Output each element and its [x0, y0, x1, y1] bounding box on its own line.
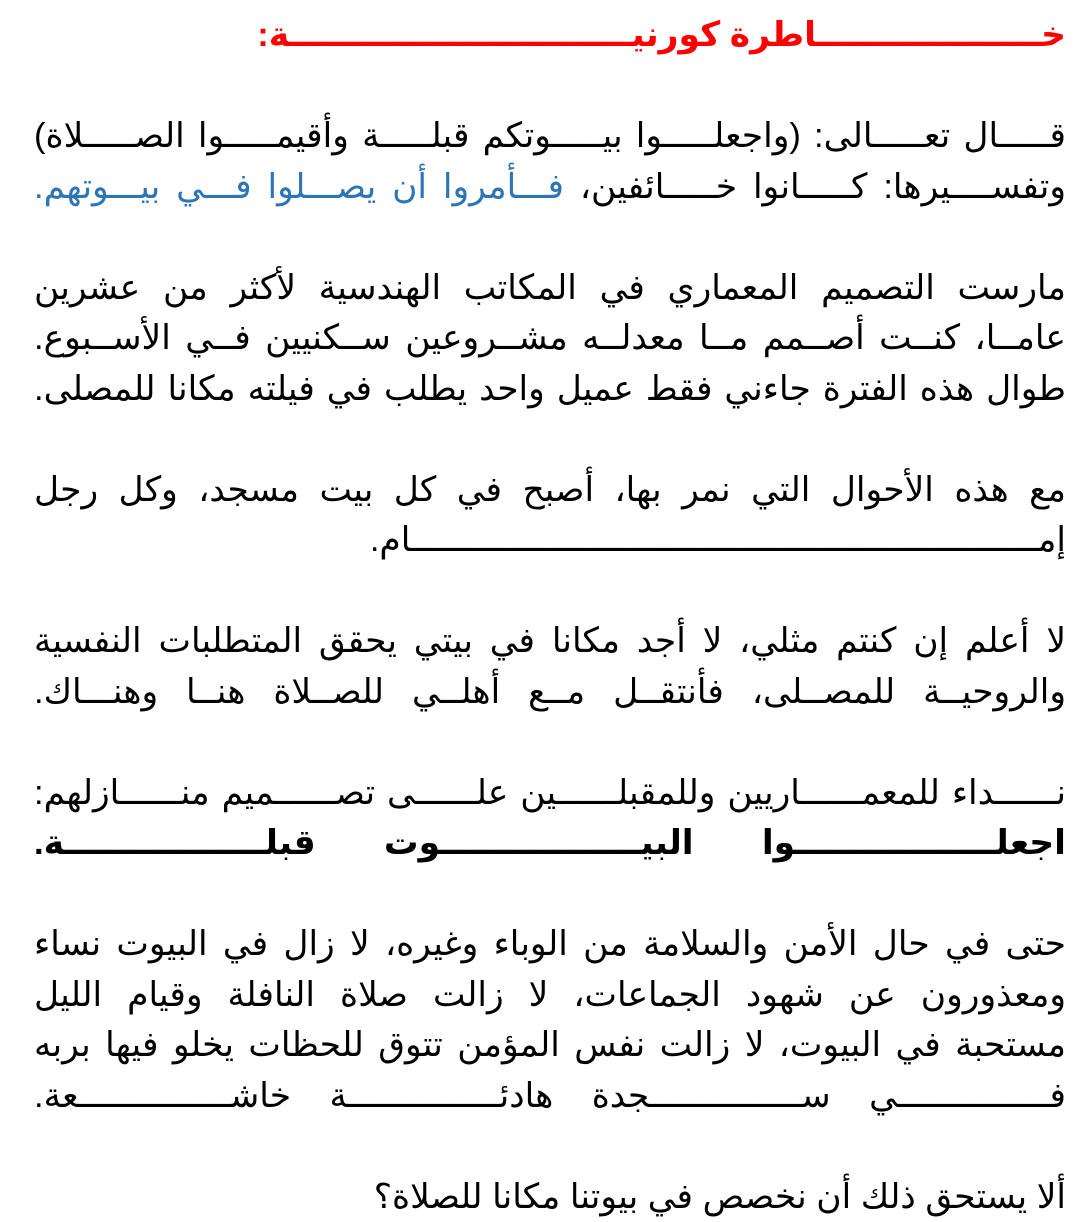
tafsir-highlight: فـــأمروا أن يصـــلوا فـــي بيـــوتهم. [34, 168, 564, 206]
closing-question: ألا يستحق ذلك أن نخصص في بيوتنا مكانا للصلاة؟ [34, 1172, 1066, 1222]
document-page [34, 10, 1066, 1222]
page-title: خـــــــــــــــــــاطرة كورنيـــــــــــــــــــــــــــــة: [34, 10, 1066, 61]
paragraph-line: مستحبة في البيوت، لا زالت نفس المؤمن تتوق للحظات يخلو فيها بربه [34, 1020, 1066, 1071]
experience-paragraph [34, 263, 1066, 415]
closing-paragraph [34, 1172, 1066, 1222]
tafsir-line [34, 162, 1066, 213]
reasons-paragraph [34, 919, 1066, 1121]
paragraph-line: والروحيــة للمصــلى، فأنتقــل مــع أهلــي للصــلاة هنــا وهنـــاك. [34, 667, 1066, 718]
call-slogan: اجعلـــــــــــــــــوا البيـــــــــــــــــوت قبلـــــــــــــــــة. [34, 818, 1066, 869]
paragraph-line: مارست التصميم المعماري في المكاتب الهندسية لأكثر من عشرين [34, 263, 1066, 314]
paragraph-line: نــــــداء للمعمــــــاريين وللمقبلــــــين علــــــى تصــــــميم منــــــازلهم: [34, 768, 1066, 819]
verse-line: قـــــال تعـــــالى: (واجعلـــــوا بيـــــوتكم قبلـــــة وأقيمـــــوا الصـــــلاة) [34, 111, 1066, 162]
call-paragraph [34, 768, 1066, 869]
verse-paragraph [34, 111, 1066, 212]
personal-paragraph [34, 616, 1066, 717]
paragraph-line: فـــــــــــــــي ســـــــــــــــجدة هادئـــــــــــــــة خاشـــــــــــــــعة. [34, 1071, 1066, 1122]
paragraph-line: حتى في حال الأمن والسلامة من الوباء وغيره، لا زال في البيوت نساء [34, 919, 1066, 970]
paragraph-line: إمــــــــــــــــــــــــــــــــــــــــــــــــــــــــــــــام. [34, 515, 1066, 566]
circumstances-paragraph [34, 465, 1066, 566]
tafsir-text: وتفســــيرها: كـــــانوا خـــــائفين، [580, 168, 1066, 206]
paragraph-line: طوال هذه الفترة جاءني فقط عميل واحد يطلب في فيلته مكانا للمصلى. [34, 364, 1066, 415]
paragraph-line: عامــا، كنــت أصــمم مــا معدلــه مشــروعين ســكنيين فــي الأســبوع. [34, 313, 1066, 364]
paragraph-line: مع هذه الأحوال التي نمر بها، أصبح في كل بيت مسجد، وكل رجل [34, 465, 1066, 516]
paragraph-line: لا أعلم إن كنتم مثلي، لا أجد مكانا في بيتي يحقق المتطلبات النفسية [34, 616, 1066, 667]
title-paragraph [34, 10, 1066, 61]
paragraph-line: ومعذورون عن شهود الجماعات، لا زالت صلاة النافلة وقيام الليل [34, 970, 1066, 1021]
